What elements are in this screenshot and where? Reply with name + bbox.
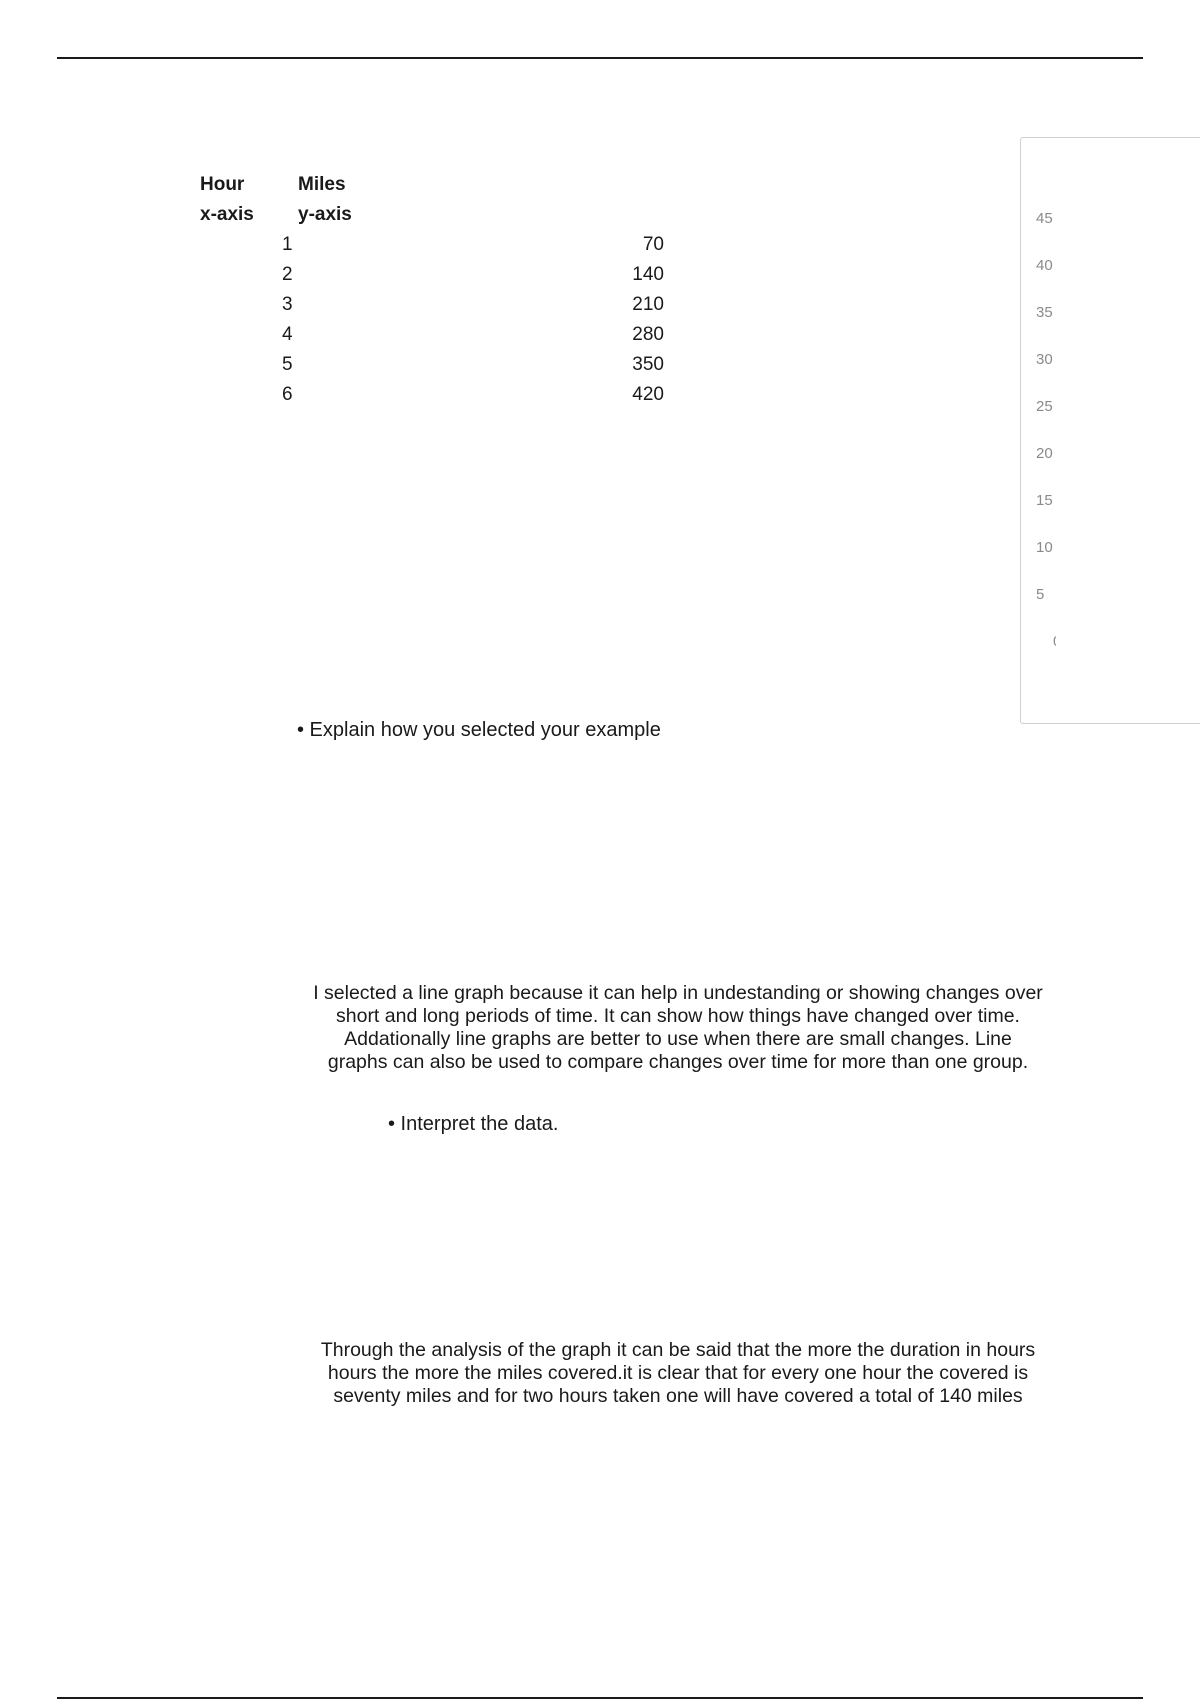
paragraph-interpretation [278,1339,1078,1408]
paragraph-line: seventy miles and for two hours taken one will have covered a total of 140 miles [333,1385,1023,1407]
bottom-rule [57,1697,1143,1699]
y-tick-label: 0 [1053,633,1062,650]
bullet-interpret: • Interpret the data. [388,1113,559,1135]
paragraph-explanation [278,982,1078,1074]
y-tick-label: 45 [1036,210,1053,227]
paragraph-line: short and long periods of time. It can show how things have changed over time. [336,1005,1020,1027]
top-rule [57,57,1143,59]
bullet-explain: • Explain how you selected your example [297,719,661,741]
cell-miles: 70 [642,234,664,255]
y-tick-label: 20 [1036,445,1053,462]
cell-miles: 350 [632,354,664,375]
cell-hour: 4 [282,324,293,345]
header-x-axis: x-axis [200,204,254,225]
header-hour: Hour [200,174,245,195]
paragraph-line: Through the analysis of the graph it can be said that the more the duration in hours [320,1339,1036,1361]
paragraph-line: I selected a line graph because it can help in undestanding or showing changes over [313,982,1043,1004]
cell-hour: 1 [282,234,293,255]
line-chart [1020,137,1062,724]
y-tick-label: 30 [1036,351,1053,368]
y-tick-label: 25 [1036,398,1053,415]
cell-miles: 140 [632,264,664,285]
header-y-axis: y-axis [298,204,352,225]
paragraph-line: hours the more the miles covered.it is clear that for every one hour the covered is [327,1362,1029,1384]
y-tick-label: 15 [1036,492,1053,509]
chart-svg [1020,137,1062,724]
cell-miles: 210 [632,294,664,315]
paragraph-line: Addationally line graphs are better to use when there are small changes. Line [344,1028,1012,1050]
cell-hour: 3 [282,294,293,315]
y-tick-label: 40 [1036,257,1053,274]
paragraph-line: graphs can also be used to compare changes over time for more than one group. [327,1051,1029,1073]
cell-miles: 420 [632,384,664,405]
cell-hour: 6 [282,384,293,405]
header-miles: Miles [298,174,346,195]
cell-miles: 280 [632,324,664,345]
cell-hour: 5 [282,354,293,375]
cell-hour: 2 [282,264,293,285]
y-tick-label: 5 [1036,586,1045,603]
y-tick-label: 10 [1036,539,1053,556]
y-tick-label: 35 [1036,304,1053,321]
